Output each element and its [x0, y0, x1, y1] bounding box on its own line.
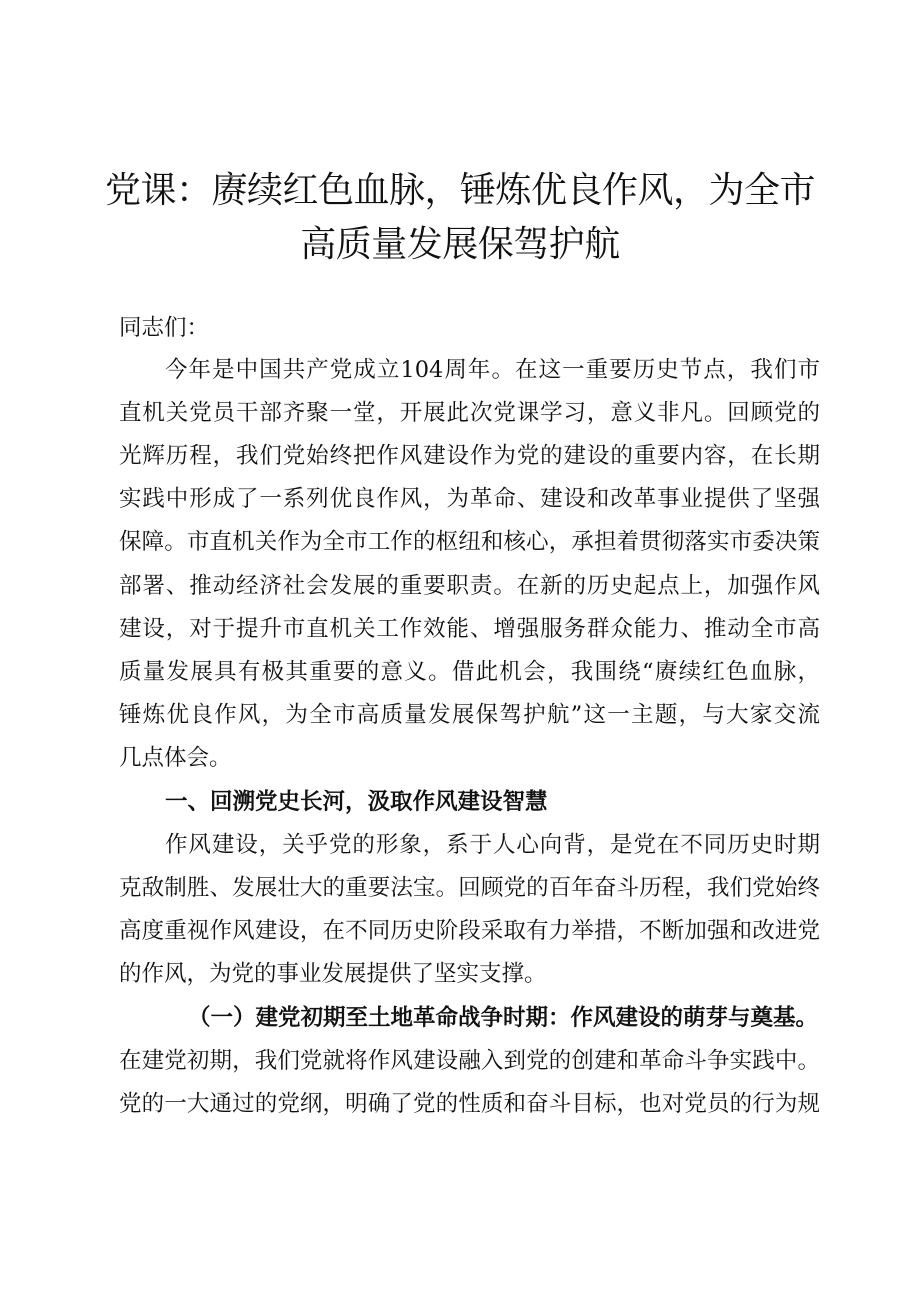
intro-line-2: 直机关党员干部齐聚一堂，开展此次党课学习，意义非凡。回顾党的 — [119, 400, 820, 426]
salutation: 同志们： — [119, 315, 210, 341]
intro-line-6: 部署、推动经济社会发展的重要职责。在新的历史起点上，加强作风 — [119, 573, 820, 599]
intro-line-5: 保障。市直机关作为全市工作的枢纽和核心，承担着贯彻落实市委决策 — [119, 529, 820, 555]
section-1-line-3: 高度重视作风建设，在不同历史阶段采取有力举措，不断加强和改进党 — [119, 918, 820, 944]
intro-line-4: 实践中形成了一系列优良作风，为革命、建设和改革事业提供了坚强 — [119, 486, 820, 512]
subsection-1-line-1: 在建党初期，我们党就将作风建设融入到党的创建和革命斗争实践中。 — [119, 1048, 820, 1074]
document-title-line-2: 高质量发展保驾护航 — [300, 224, 620, 265]
section-1-line-2: 克敌制胜、发展壮大的重要法宝。回顾党的百年奋斗历程，我们党始终 — [119, 875, 820, 901]
intro-line-10: 几点体会。 — [119, 745, 232, 771]
intro-line-9: 锤炼优良作风，为全市高质量发展保驾护航”这一主题，与大家交流 — [119, 702, 820, 728]
intro-line-8: 质量发展具有极其重要的意义。借此机会，我围绕“赓续红色血脉， — [119, 659, 820, 685]
section-1-heading: 一、回溯党史长河，汲取作风建设智慧 — [165, 789, 548, 815]
subsection-1-line-2: 党的一大通过的党纲，明确了党的性质和奋斗目标，也对党员的行为规 — [119, 1091, 820, 1117]
section-1-line-4: 的作风，为党的事业发展提供了坚实支撑。 — [119, 961, 547, 987]
subsection-1-heading: （一）建党初期至土地革命战争时期：作风建设的萌芽与奠基。 — [188, 1005, 819, 1031]
intro-line-1: 今年是中国共产党成立104周年。在这一重要历史节点，我们市 — [165, 357, 820, 383]
intro-line-7: 建设，对于提升市直机关工作效能、增强服务群众能力、推动全市高 — [119, 616, 820, 642]
intro-line-3: 光辉历程，我们党始终把作风建设作为党的建设的重要内容，在长期 — [119, 443, 820, 469]
section-1-line-1: 作风建设，关乎党的形象，系于人心向背，是党在不同历史时期 — [165, 832, 820, 858]
document-title-line-1: 党课：赓续红色血脉，锤炼优良作风，为全市 — [104, 170, 815, 211]
